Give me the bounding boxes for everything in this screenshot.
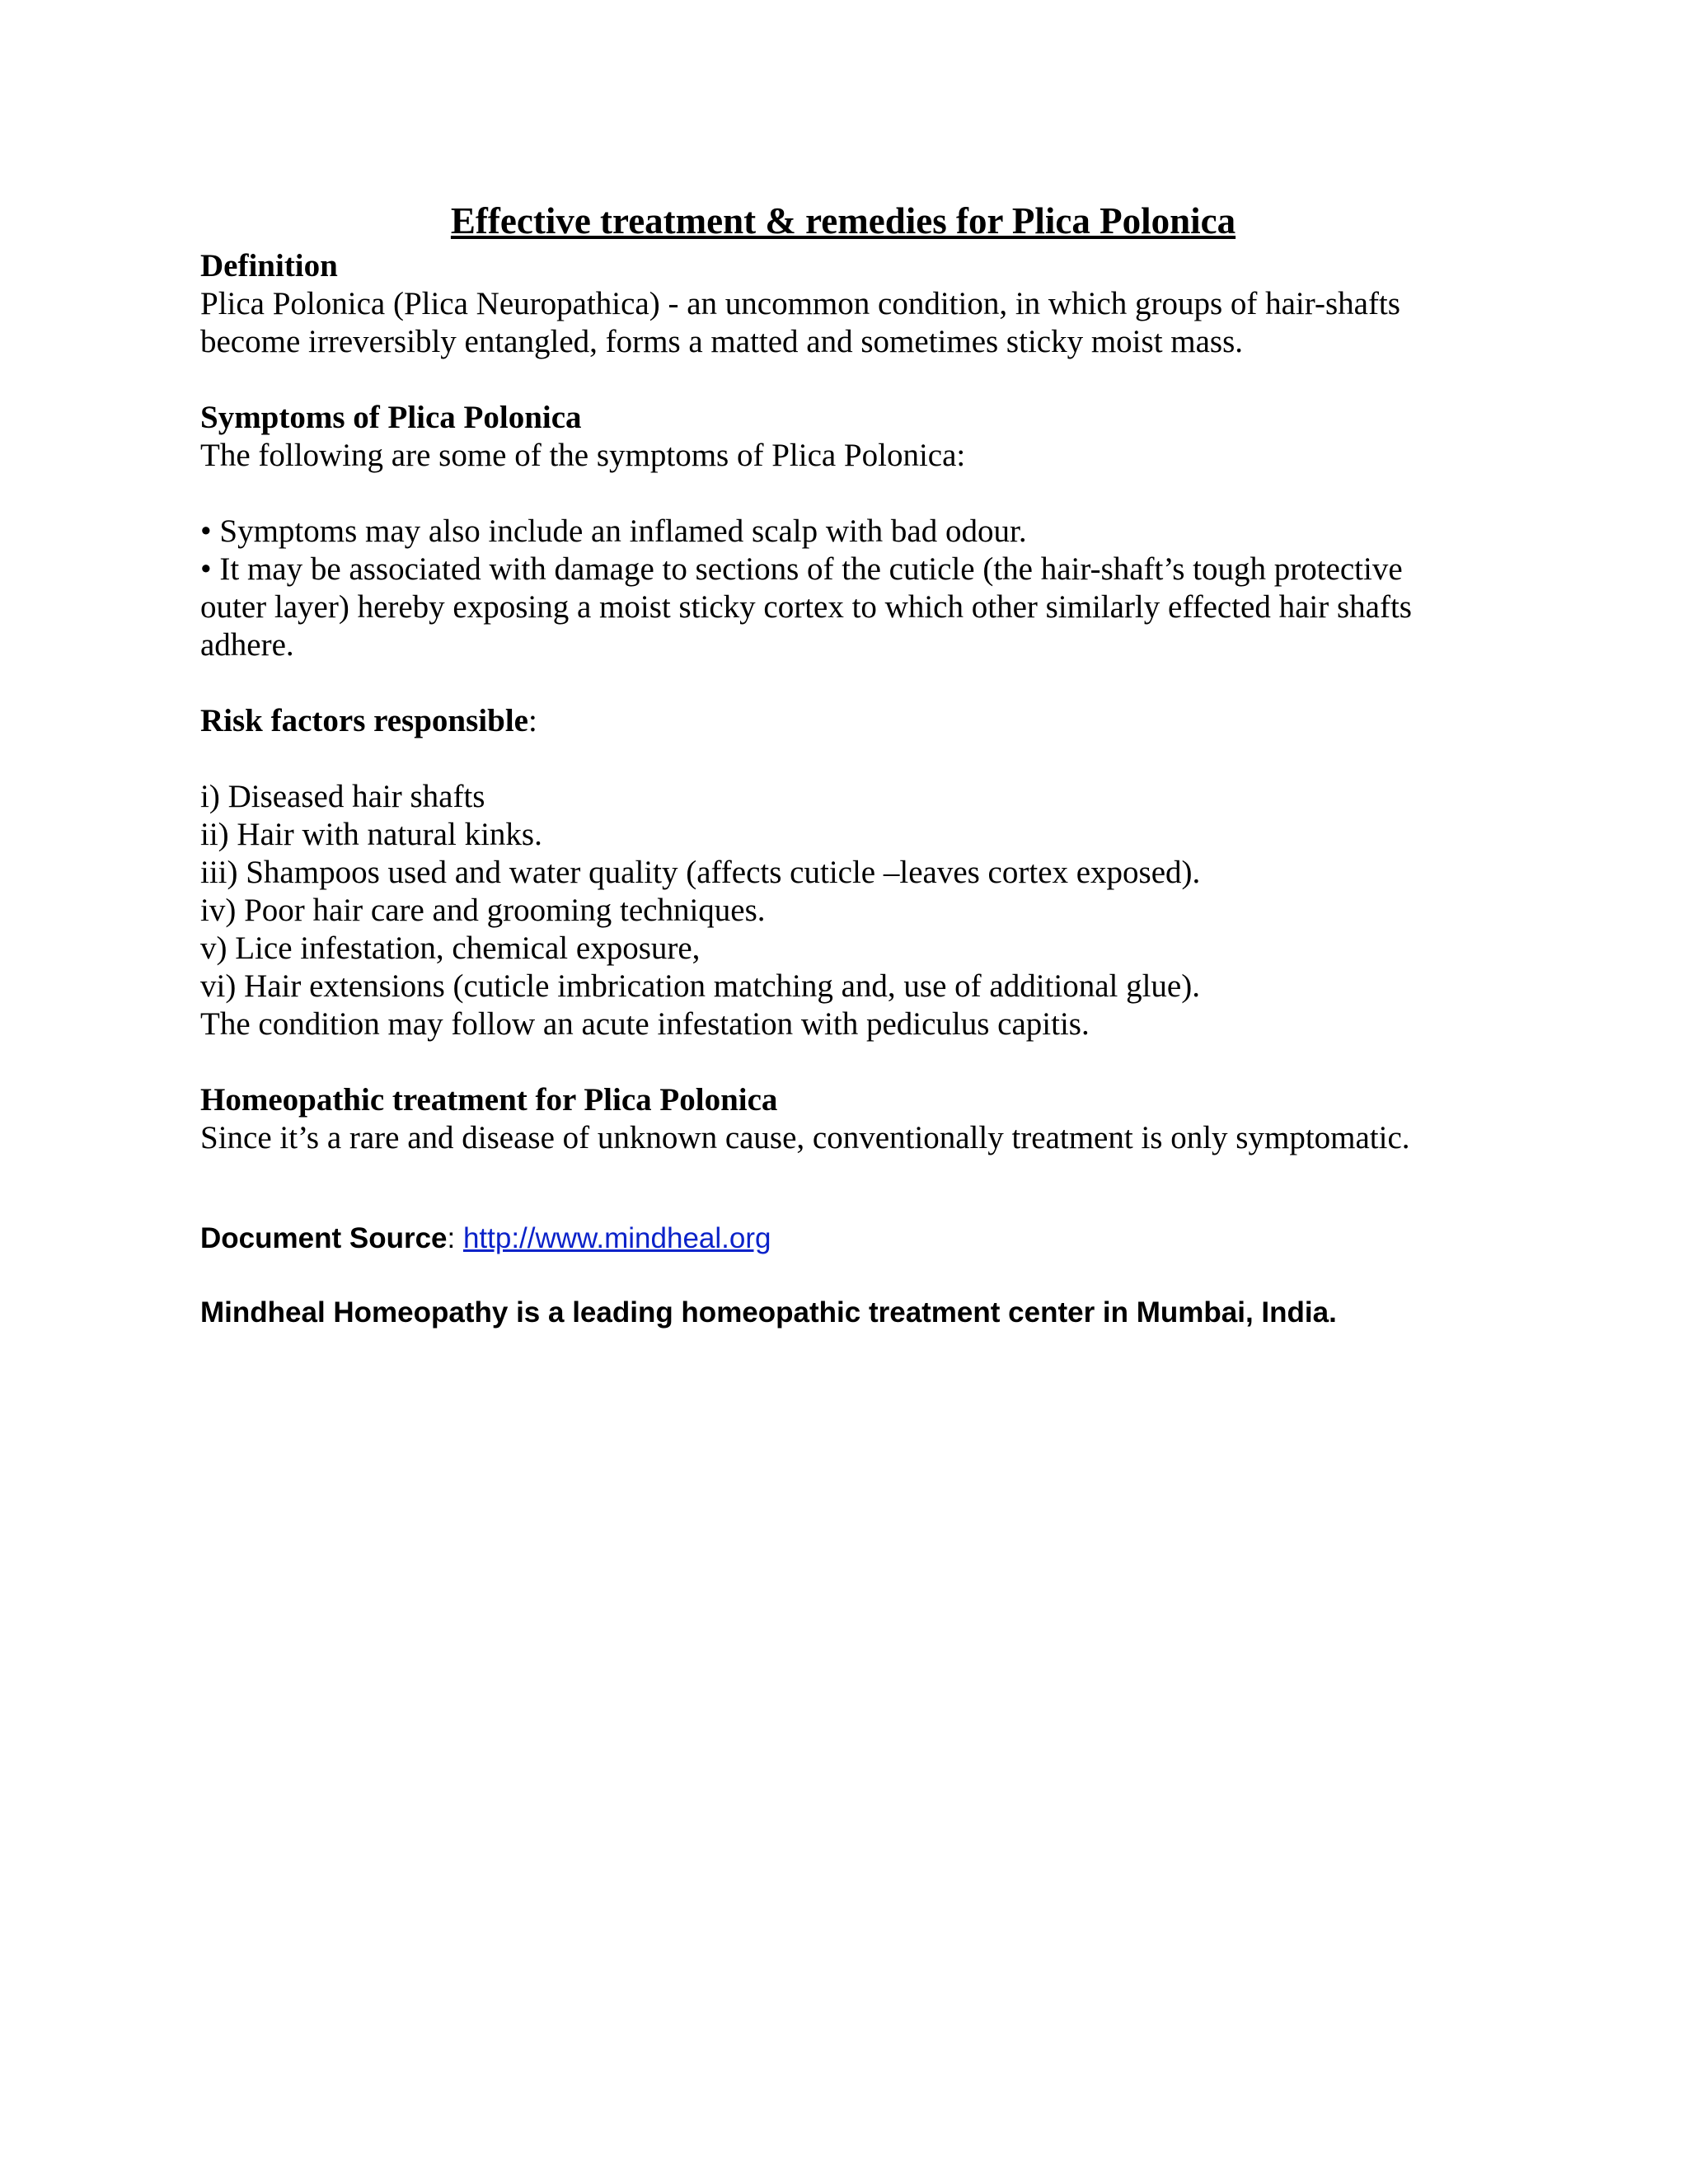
symptom-bullet: • It may be associated with damage to sections of the cuticle (the hair-shaft’s tough protective xyxy=(200,551,1403,587)
homeopathic-section xyxy=(200,1081,1486,1157)
symptom-bullet-continuation: outer layer) hereby exposing a moist sticky cortex to which other similarly effected hair shafts xyxy=(200,589,1412,625)
risk-factors-section xyxy=(200,702,1486,1043)
definition-section xyxy=(200,247,1486,361)
risk-factors-heading-suffix: : xyxy=(528,703,537,738)
symptoms-heading: Symptoms of Plica Polonica xyxy=(200,400,582,435)
footer-statement: Mindheal Homeopathy is a leading homeopathic treatment center in Mumbai, India. xyxy=(200,1296,1337,1329)
risk-factor-item: ii) Hair with natural kinks. xyxy=(200,817,542,852)
document-source-separator: : xyxy=(447,1222,463,1254)
symptoms-intro: The following are some of the symptoms of Plica Polonica: xyxy=(200,438,966,473)
document-page xyxy=(200,196,1486,1332)
definition-line: become irreversibly entangled, forms a matted and sometimes sticky moist mass. xyxy=(200,324,1244,359)
risk-factor-item: vi) Hair extensions (cuticle imbrication matching and, use of additional glue). xyxy=(200,968,1200,1004)
definition-line: Plica Polonica (Plica Neuropathica) - an uncommon condition, in which groups of hair-shafts xyxy=(200,286,1400,321)
document-title: Effective treatment & remedies for Plica Polonica xyxy=(450,200,1236,241)
symptoms-section xyxy=(200,399,1486,664)
risk-factor-note: The condition may follow an acute infestation with pediculus capitis. xyxy=(200,1006,1090,1042)
homeopathic-text: Since it’s a rare and disease of unknown cause, conventionally treatment is only symptomatic. xyxy=(200,1120,1410,1155)
document-source-label: Document Source xyxy=(200,1222,448,1254)
document-source-link[interactable]: http://www.mindheal.org xyxy=(462,1222,771,1254)
homeopathic-heading: Homeopathic treatment for Plica Polonica xyxy=(200,1082,778,1118)
definition-heading: Definition xyxy=(200,248,338,284)
risk-factors-heading: Risk factors responsible xyxy=(200,703,528,738)
symptom-bullet-continuation: adhere. xyxy=(200,627,294,663)
risk-factor-item: v) Lice infestation, chemical exposure, xyxy=(200,930,701,966)
risk-factor-item: i) Diseased hair shafts xyxy=(200,779,485,814)
symptom-bullet: • Symptoms may also include an inflamed scalp with bad odour. xyxy=(200,513,1027,549)
document-source xyxy=(200,1220,1486,1258)
risk-factors-heading-line xyxy=(200,702,1486,740)
risk-factor-item: iii) Shampoos used and water quality (affects cuticle –leaves cortex exposed). xyxy=(200,855,1201,890)
risk-factor-item: iv) Poor hair care and grooming techniques. xyxy=(200,893,766,928)
